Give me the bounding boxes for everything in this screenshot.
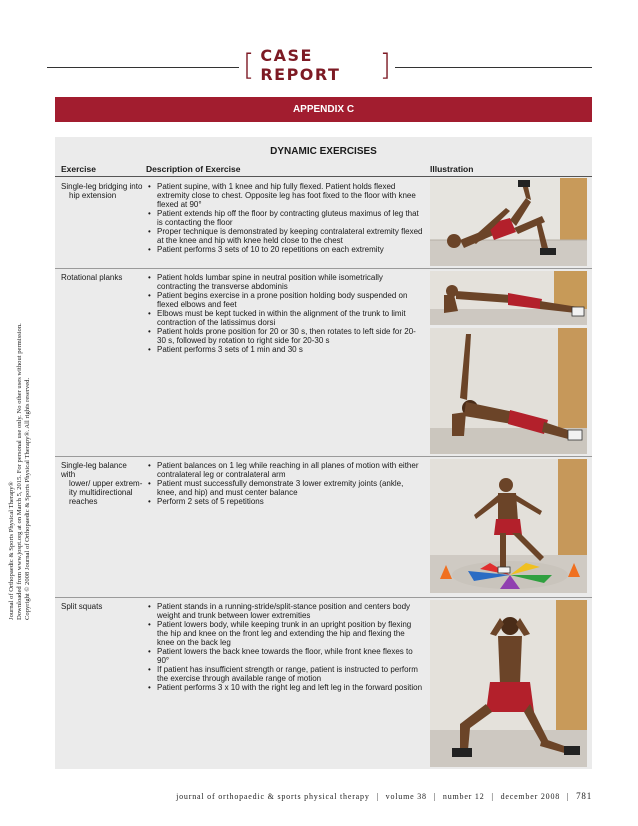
row-divider [55,456,592,457]
exercise-name-line: Rotational planks [61,273,123,282]
journal-title-part: journal of orthopaedic [176,792,265,801]
exercise-name [61,182,143,200]
description-bullet: • Patient holds prone position for 20 or 30 s, then rotates to left side for 20-30 s, followed by rotation to right side for 20-30 s [146,327,424,345]
journal-name: Journal of Orthopaedic & Sports Physical Therapy® [8,481,15,620]
appendix-title: APPENDIX C [55,97,592,122]
photo-single-leg-bridge [430,178,587,266]
exercise-name-line: reaches [69,497,98,506]
exercise-name-line: Single-leg bridging into [61,182,143,191]
exercise-name-line: hip extension [69,191,117,200]
description-bullet: • Patient performs 3 x 10 with the right leg and left leg in the forward position [146,683,424,692]
photo-single-leg-balance [430,459,587,593]
separator: | [433,792,437,801]
exercise-description [146,602,424,692]
separator: | [491,792,494,801]
description-bullet: • If patient has insufficient strength or range, patient is instructed to perform the exercise through available range of motion [146,665,424,683]
exercise-name-line: lower/ upper extrem- [69,479,143,488]
exercise-description [146,461,424,506]
journal-ampersand: & [267,792,275,801]
description-bullet: • Elbows must be kept tucked in within the alignment of the trunk to limit contraction of the latissimus dorsi [146,309,424,327]
exercise-name [61,602,143,611]
description-bullet: • Patient balances on 1 leg while reaching in all planes of motion with either contralateral leg or contralateral arm [146,461,424,479]
exercise-description [146,182,424,254]
description-bullet: • Patient supine, with 1 knee and hip fully flexed. Patient holds flexed extremity close to chest. Opposite leg has foot fixed to the floor with knee flexed at 90° [146,182,424,209]
description-bullet: • Patient lowers the back knee towards the floor, while front knee flexes to 90° [146,647,424,665]
section-title: CASE REPORT [260,46,341,84]
issue-number: number 12 [442,792,485,801]
photo-side-plank [430,328,587,454]
table-title: DYNAMIC EXERCISES [270,146,377,157]
exercise-name-line: Single-leg balance with [61,461,127,479]
col-header-exercise: Exercise [61,164,96,174]
header-divider [55,176,592,177]
page-number: 781 [576,791,592,801]
right-bracket: ] [379,48,391,82]
photo-prone-plank [430,271,587,325]
copyright-notice: Copyright © 2008 Journal of Orthopaedic & Sports Physical Therapy®. All rights reserved. [24,377,31,620]
photo-split-squat [430,600,587,767]
volume: volume 38 [385,792,427,801]
description-bullet: • Patient begins exercise in a prone position holding body suspended on flexed elbows and feet [146,291,424,309]
description-bullet: • Patient performs 3 sets of 10 to 20 repetitions on each extremity [146,245,424,254]
left-bracket: [ [243,48,255,82]
row-divider [55,268,592,269]
separator: | [566,792,570,801]
col-header-description: Description of Exercise [146,164,241,174]
description-bullet: • Patient must successfully demonstrate 3 lower extremity joints (ankle, knee, and hip) and must center balance [146,479,424,497]
exercise-name-line: ity multidirectional [69,488,133,497]
description-bullet: • Patient performs 3 sets of 1 min and 30 s [146,345,424,354]
exercise-description [146,273,424,354]
description-bullet: • Perform 2 sets of 5 repetitions [146,497,424,506]
issue-date: december 2008 [500,792,561,801]
exercise-name [61,273,143,282]
page-footer [176,791,592,801]
row-divider [55,597,592,598]
journal-title-part: sports physical therapy [277,792,370,801]
description-bullet: • Patient extends hip off the floor by contracting gluteus maximus of leg that is contacting the floor [146,209,424,227]
description-bullet: • Proper technique is demonstrated by keeping contralateral extremity flexed at the knee and hip with knee held close to the chest [146,227,424,245]
header-rule-right [395,67,592,68]
copyright-sidebar [8,300,32,620]
header-rule-left [47,67,239,68]
description-bullet: • Patient holds lumbar spine in neutral position while isometrically contracting the transverse abdominis [146,273,424,291]
exercise-name [61,461,143,506]
exercise-name-line: Split squats [61,602,103,611]
description-bullet: • Patient lowers body, while keeping trunk in an upright position by flexing the hip and knee on the front leg and extending the hip and flexing the knee on the back leg [146,620,424,647]
separator: | [376,792,379,801]
description-bullet: • Patient stands in a running-stride/split-stance position and centers body weight and trunk between lower extremities [146,602,424,620]
download-notice: Downloaded from www.jospt.org at on March 5, 2015. For personal use only. No other uses without permission. [16,323,23,620]
section-header [243,46,391,84]
col-header-illustration: Illustration [430,164,474,174]
